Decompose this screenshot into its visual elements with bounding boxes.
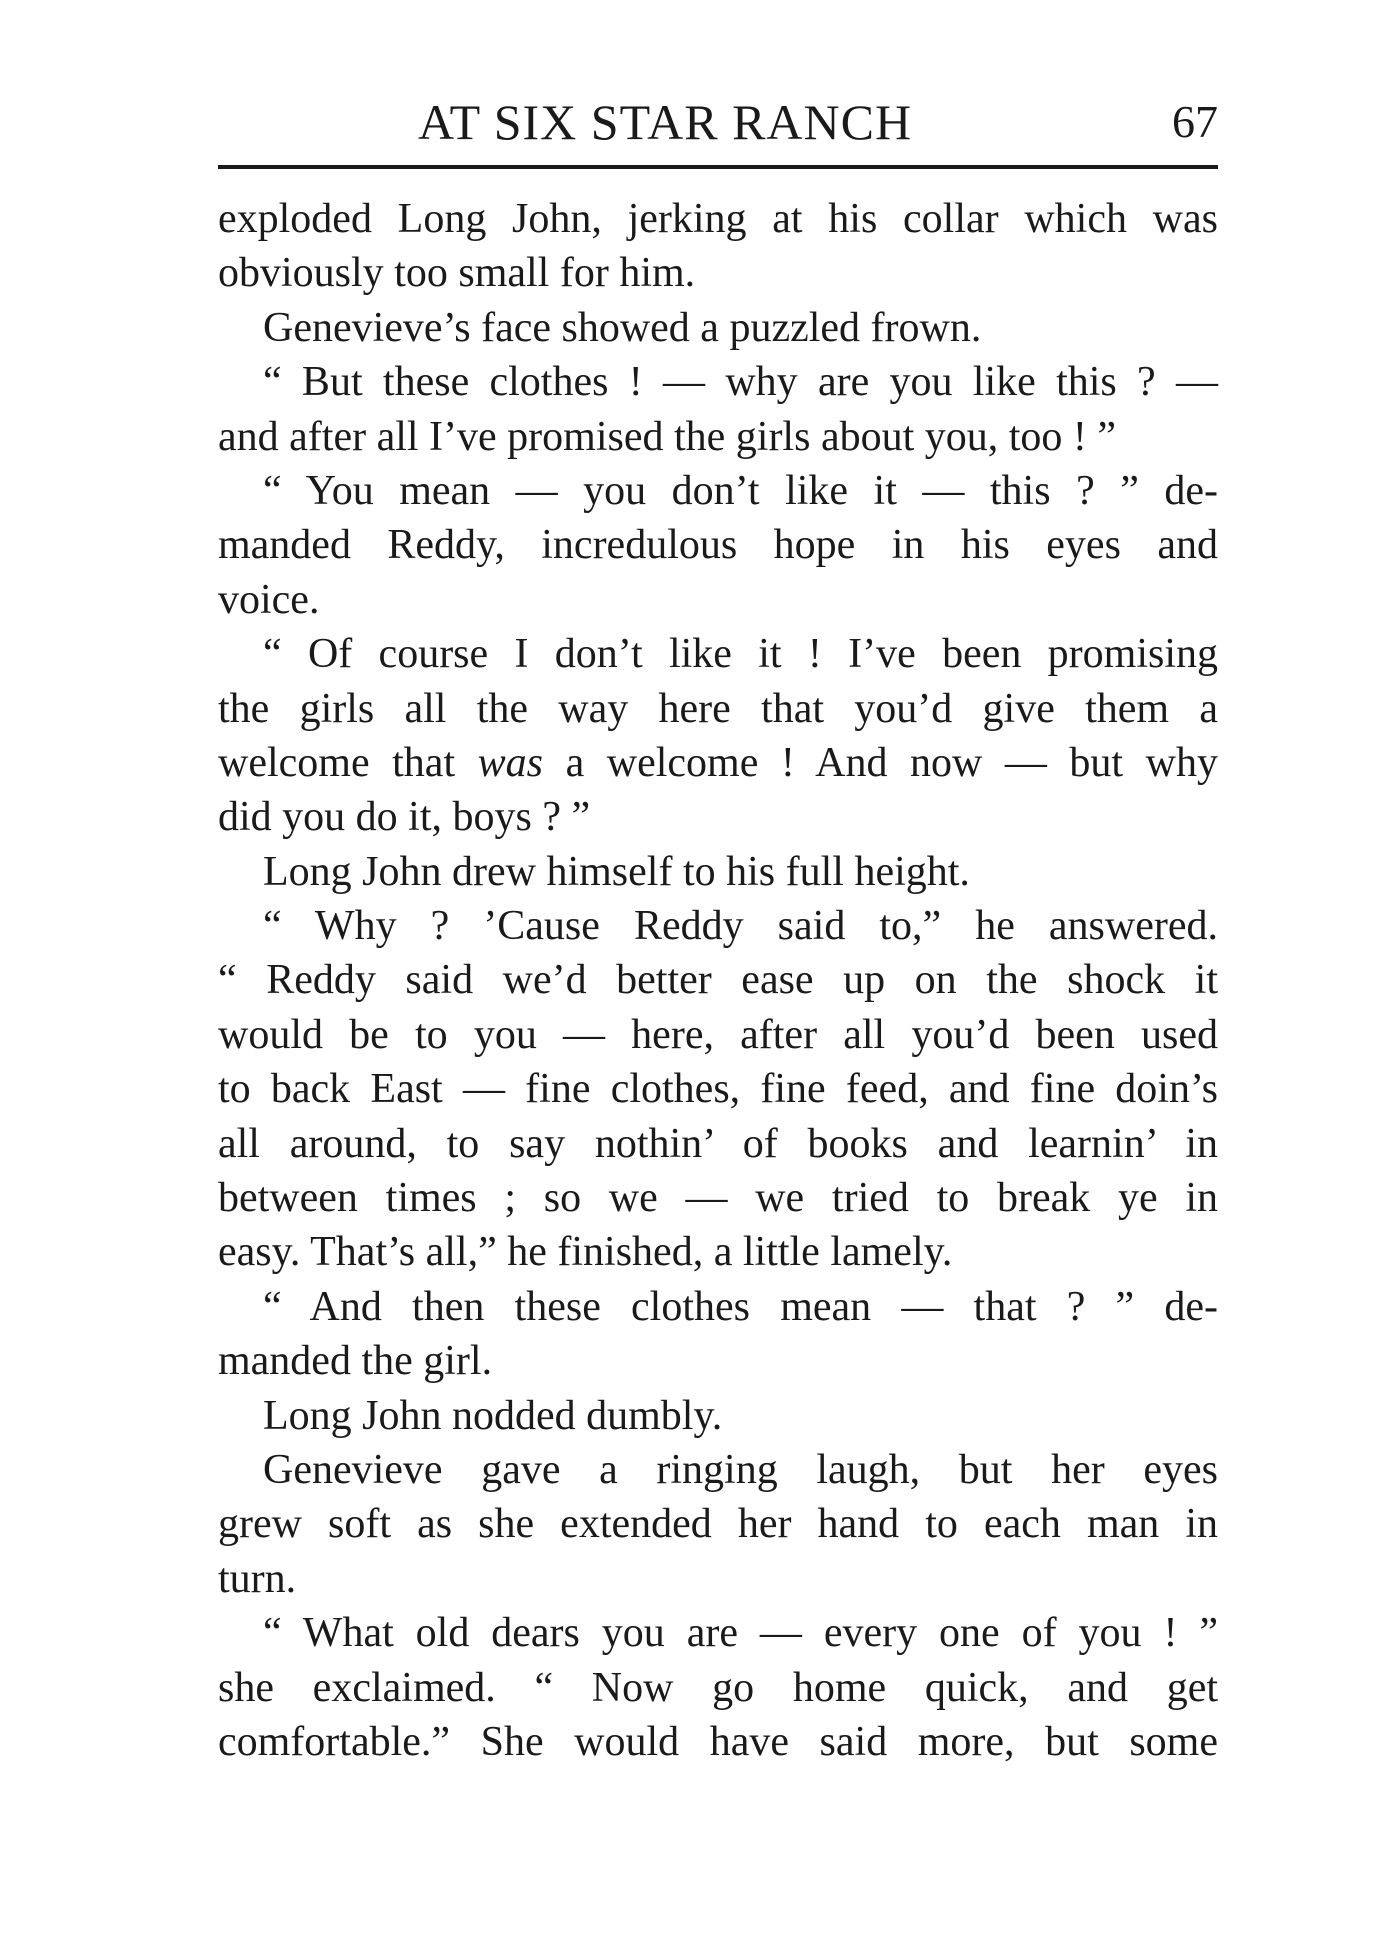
text-line: exploded Long John, jerking at his collar which was	[218, 196, 1218, 242]
header-rule	[218, 165, 1218, 169]
text-line: “ Why ? ’Cause Reddy said to,” he answered.	[263, 903, 1218, 950]
text-line: easy. That’s all,” he finished, a little lamely.	[218, 1229, 953, 1276]
text-line: between times ; so we — we tried to break ye in	[218, 1175, 1218, 1222]
text-line: Genevieve’s face showed a puzzled frown.	[263, 304, 982, 351]
text-line: “ Reddy said we’d better ease up on the shock it	[218, 957, 1218, 1004]
text-line: “ What old dears you are — every one of you ! ”	[263, 1610, 1218, 1657]
text-line: manded Reddy, incredulous hope in his eyes and	[218, 522, 1218, 569]
text-line	[218, 736, 1218, 790]
text-line: to back East — fine clothes, fine feed, and fine doin’s	[218, 1066, 1218, 1113]
text-line: “ But these clothes ! — why are you like this ? —	[263, 359, 1218, 406]
text-line: and after all I’ve promised the girls about you, too ! ”	[218, 413, 1117, 460]
text-line: “ Of course I don’t like it ! I’ve been promising	[263, 631, 1218, 678]
running-title: AT SIX STAR RANCH	[418, 94, 913, 150]
text-segment: a welcome ! And now — but why	[543, 739, 1218, 786]
text-segment: welcome that	[218, 739, 478, 786]
text-line: turn.	[218, 1555, 297, 1602]
text-line: Genevieve gave a ringing laugh, but her eyes	[263, 1446, 1218, 1493]
text-line: manded the girl.	[218, 1338, 493, 1385]
body-text	[218, 192, 1218, 1769]
page-number: 67	[1172, 96, 1218, 147]
italic-word: was	[477, 739, 544, 786]
running-head	[218, 92, 1218, 152]
text-line: the girls all the way here that you’d give them a	[218, 685, 1218, 732]
text-line: Long John drew himself to his full height.	[263, 848, 970, 895]
text-line: comfortable.” She would have said more, but some	[218, 1718, 1218, 1765]
text-line: did you do it, boys ? ”	[218, 794, 591, 841]
text-line: would be to you — here, after all you’d been used	[218, 1011, 1218, 1058]
text-line: Long John nodded dumbly.	[263, 1392, 723, 1439]
text-line: she exclaimed. “ Now go home quick, and get	[218, 1664, 1218, 1711]
text-line: “ And then these clothes mean — that ? ” de-	[263, 1283, 1218, 1330]
text-line: grew soft as she extended her hand to each man in	[218, 1501, 1218, 1548]
text-line: “ You mean — you don’t like it — this ? ” de-	[263, 467, 1218, 514]
text-line: all around, to say nothin’ of books and learnin’ in	[218, 1120, 1218, 1167]
text-line: voice.	[218, 576, 320, 623]
text-line: obviously too small for him.	[218, 250, 696, 297]
